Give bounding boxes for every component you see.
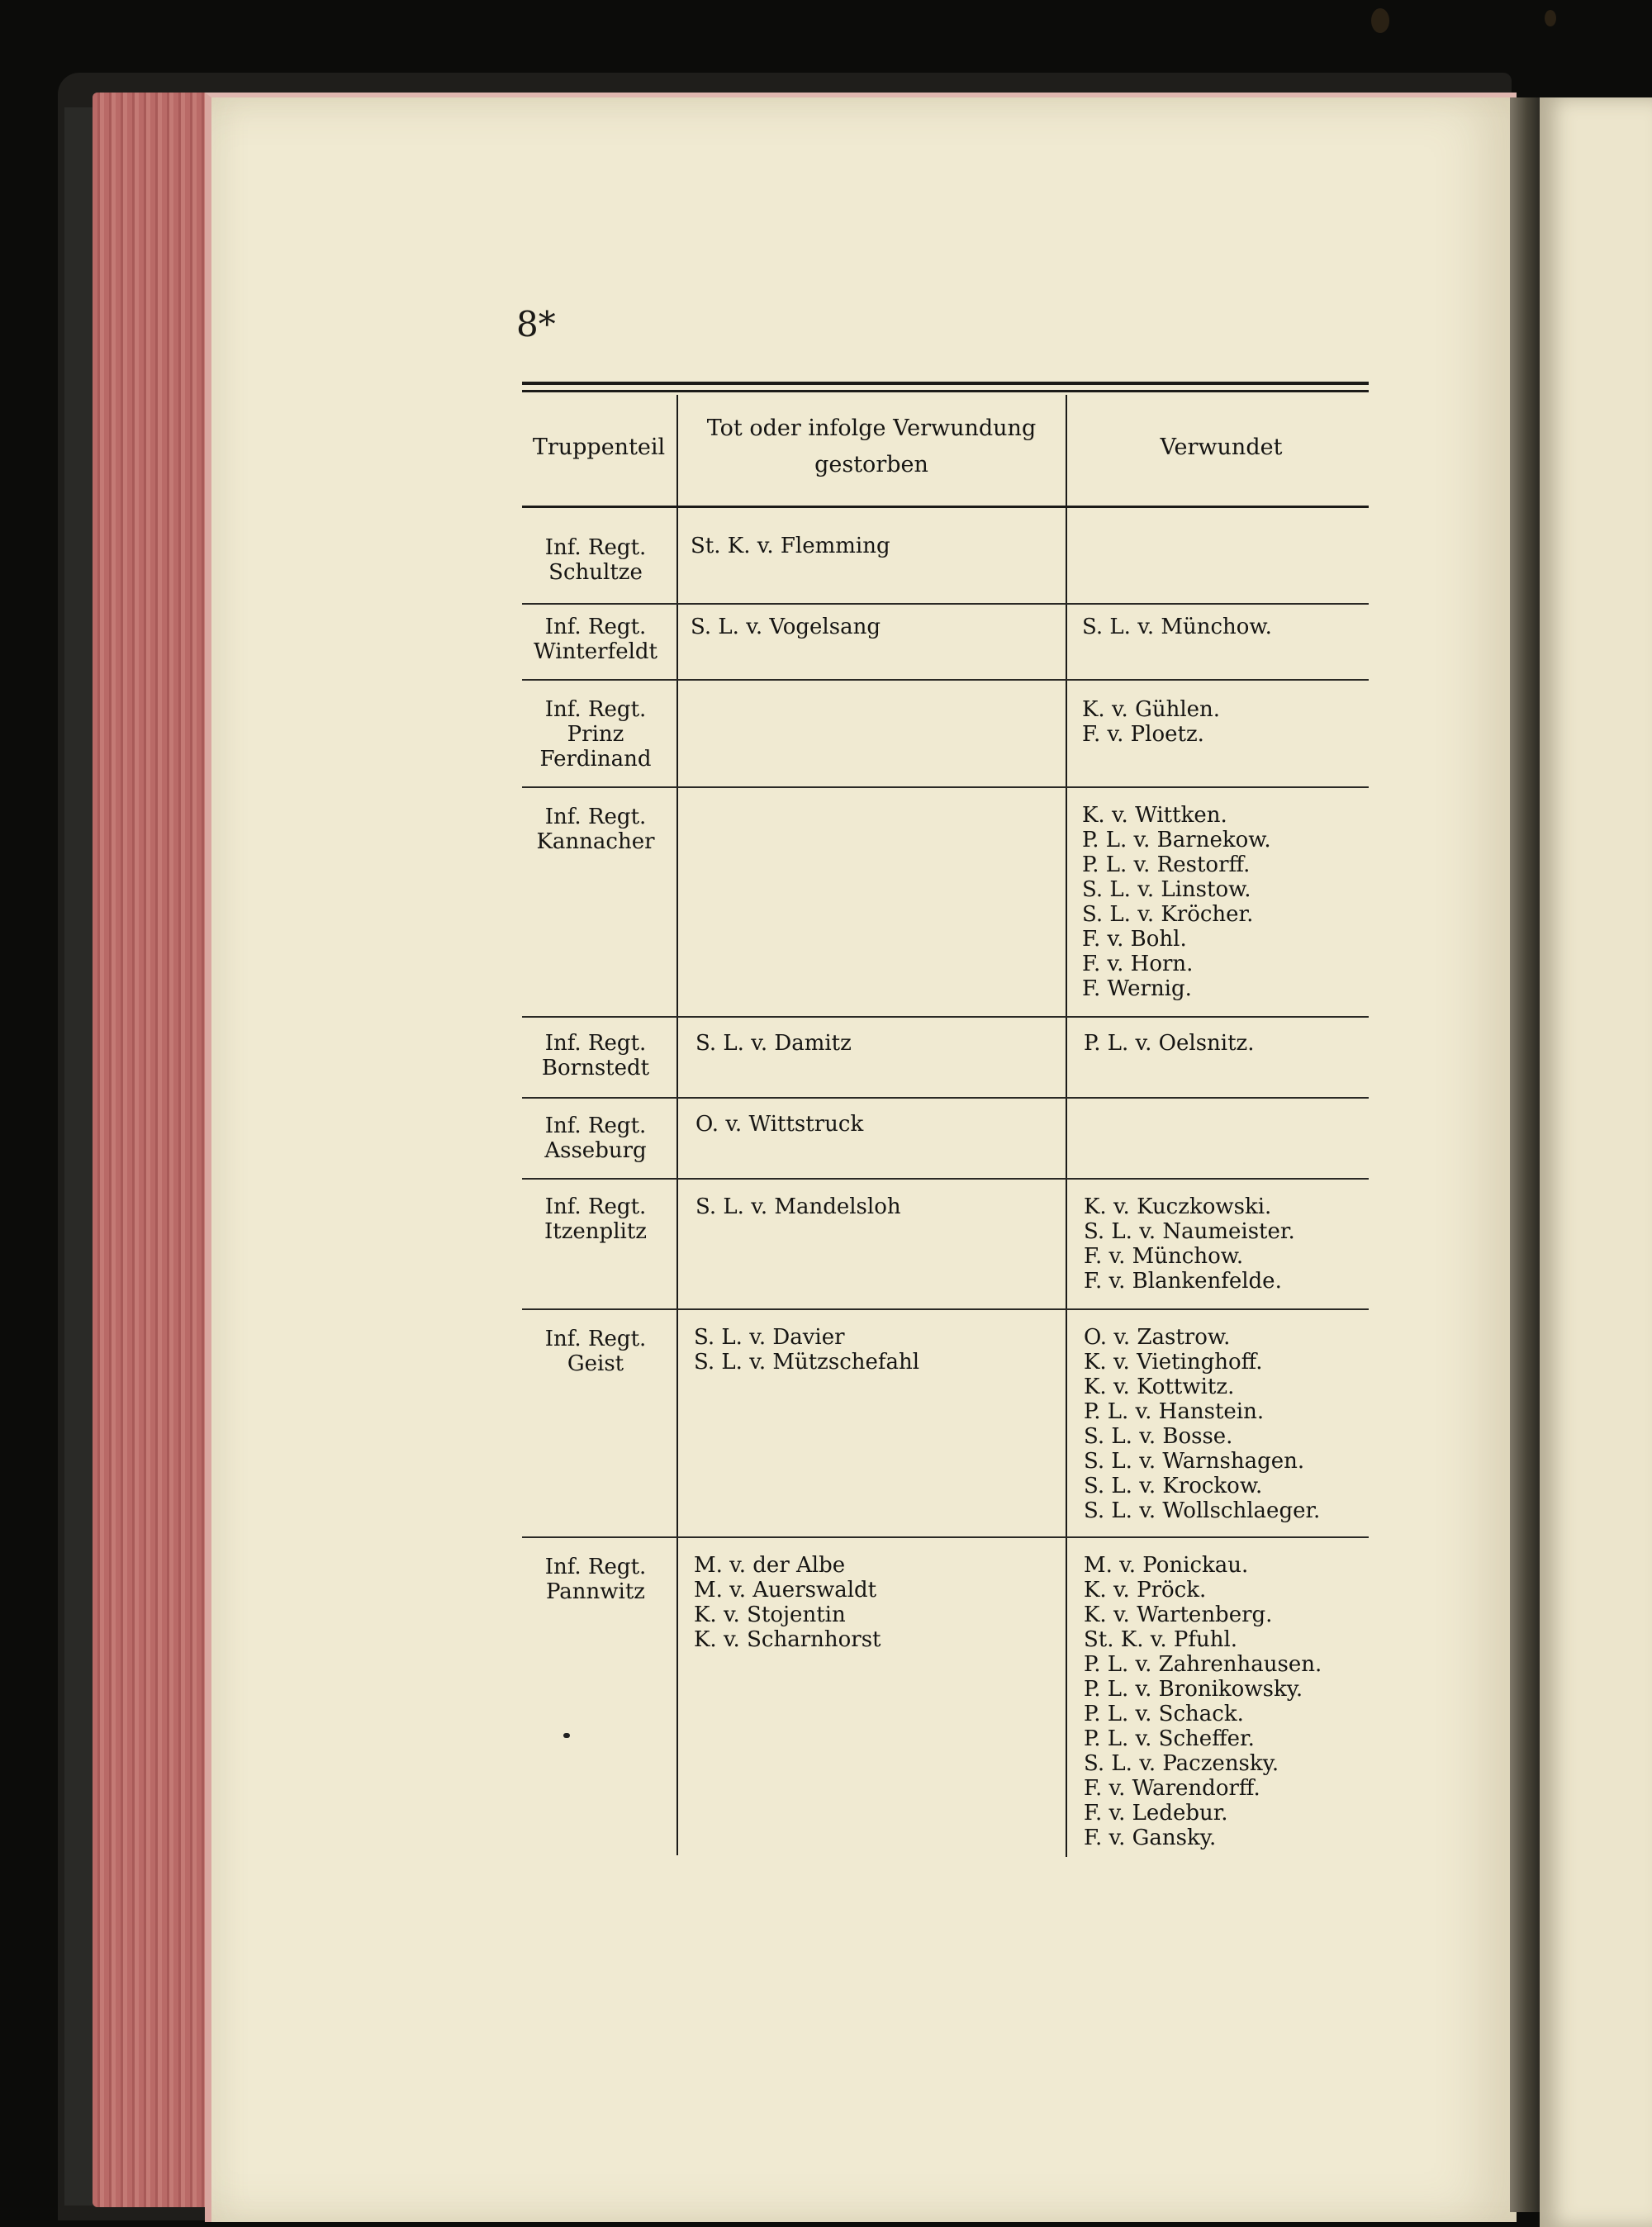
- page-number: 8*: [516, 304, 556, 344]
- table-row-unit: Inf. Regt. Prinz Ferdinand: [539, 697, 652, 772]
- row-divider: [522, 603, 1369, 605]
- row-divider: [522, 1178, 1369, 1180]
- row-divider: [522, 1536, 1369, 1538]
- row-divider: [522, 679, 1369, 681]
- column-divider: [676, 395, 678, 1855]
- table-row-dead: M. v. der Albe M. v. Auerswaldt K. v. Stojentin K. v. Scharnhorst: [694, 1553, 881, 1652]
- table-row-dead: S. L. v. Vogelsang: [691, 615, 881, 639]
- table-row-dead: St. K. v. Flemming: [691, 534, 890, 558]
- table-row-dead: S. L. v. Davier S. L. v. Mützschefahl: [694, 1325, 920, 1375]
- table-row-wounded: S. L. v. Münchow.: [1082, 615, 1272, 639]
- table-row-dead: O. v. Wittstruck: [695, 1112, 864, 1137]
- row-divider: [522, 1097, 1369, 1099]
- stain: [1545, 10, 1556, 26]
- table-row-wounded: O. v. Zastrow. K. v. Vietinghoff. K. v. Kottwitz. P. L. v. Hanstein. S. L. v. Bosse. S. L. v. Warnshagen. S. L. v. Krockow. S. L. v. Wollschlaeger.: [1084, 1325, 1321, 1523]
- table-row-wounded: K. v. Wittken. P. L. v. Barnekow. P. L. v. Restorff. S. L. v. Linstow. S. L. v. Kröcher. F. v. Bohl. F. v. Horn. F. Wernig.: [1082, 803, 1271, 1001]
- table-row-wounded: K. v. Gühlen. F. v. Ploetz.: [1082, 697, 1221, 747]
- row-divider: [522, 786, 1369, 788]
- header-wounded: Verwundet: [1160, 434, 1283, 460]
- header-unit: Truppenteil: [532, 434, 666, 460]
- page-edges: [93, 93, 215, 2207]
- row-divider: [522, 1308, 1369, 1310]
- row-divider: [522, 1016, 1369, 1018]
- table-row-wounded: K. v. Kuczkowski. S. L. v. Naumeister. F. v. Münchow. F. v. Blankenfelde.: [1084, 1194, 1295, 1294]
- table-header-rule: [522, 506, 1369, 508]
- table-row-unit: Inf. Regt. Schultze: [544, 535, 647, 585]
- facing-page: [1540, 97, 1652, 2227]
- stain: [1371, 8, 1389, 33]
- table-top-rule: [522, 382, 1369, 385]
- header-dead: Tot oder infolge Verwundung gestorben: [706, 415, 1037, 477]
- book-gutter: [1510, 97, 1540, 2212]
- table-row-dead: S. L. v. Damitz: [695, 1031, 852, 1056]
- table-row-unit: Inf. Regt. Bornstedt: [541, 1031, 650, 1080]
- table-row-unit: Inf. Regt. Asseburg: [544, 1114, 647, 1163]
- table-row-unit: Inf. Regt. Kannacher: [536, 805, 655, 854]
- table-row-unit: Inf. Regt. Geist: [544, 1327, 647, 1376]
- table-row-wounded: M. v. Ponickau. K. v. Pröck. K. v. Wartenberg. St. K. v. Pfuhl. P. L. v. Zahrenhausen. P. L. v. Bronikowsky. P. L. v. Schack. P. L. v. Scheffer. S. L. v. Paczensky. F. v. Warendorff. F. v. Ledebur. F. v. Gansky.: [1084, 1553, 1322, 1850]
- table-top-rule: [522, 390, 1369, 392]
- column-divider: [1066, 395, 1067, 1857]
- ink-speck: [563, 1733, 570, 1738]
- table-row-unit: Inf. Regt. Itzenplitz: [544, 1194, 647, 1244]
- table-row-wounded: P. L. v. Oelsnitz.: [1084, 1031, 1255, 1056]
- table-row-dead: S. L. v. Mandelsloh: [695, 1194, 901, 1219]
- table-row-unit: Inf. Regt. Pannwitz: [544, 1555, 647, 1604]
- table-row-unit: Inf. Regt. Winterfeldt: [533, 615, 657, 664]
